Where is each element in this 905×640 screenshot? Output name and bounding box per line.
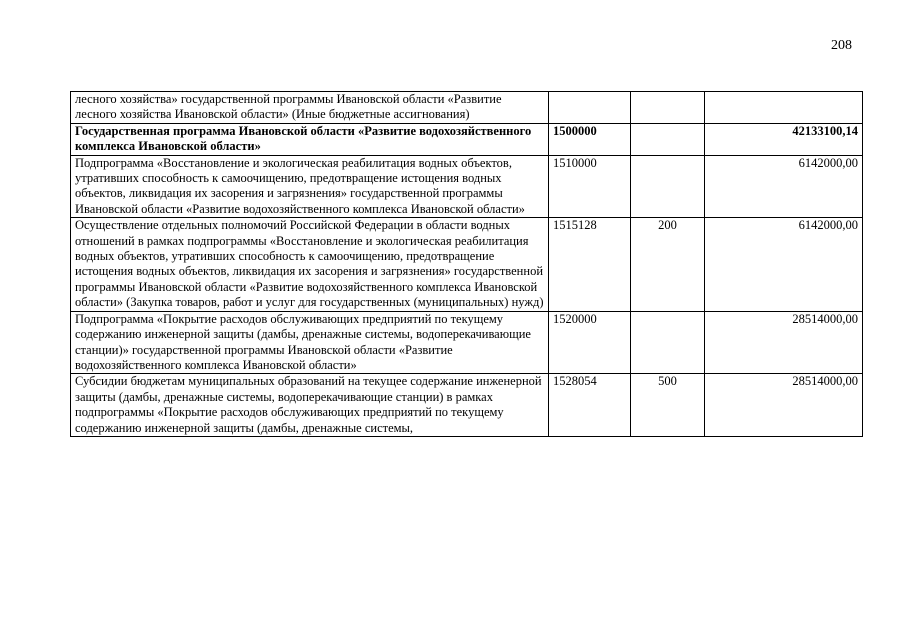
row-type-cell: 200 xyxy=(631,218,705,311)
row-code-cell: 1515128 xyxy=(549,218,631,311)
page-number: 208 xyxy=(831,38,852,53)
row-sum-cell: 6142000,00 xyxy=(705,155,863,218)
row-code-cell: 1520000 xyxy=(549,311,631,374)
row-name-cell: Осуществление отдельных полномочий Российской Федерации в области водных отношений в рамках подпрограммы «Восстановление и экологическая реабилитация водных объектов, утративших способность к самоочищению, предотвращение истощения водных объектов, ликвидация их засорения и загрязнения» государственной программы Ивановской области «Развитие водохозяйственного комплекса Ивановской области» (Закупка товаров, работ и услуг для государственных (муниципальных) нужд) xyxy=(71,218,549,311)
table-row xyxy=(71,92,863,124)
row-type-cell xyxy=(631,92,705,124)
table-row xyxy=(71,311,863,374)
row-code-cell: 1500000 xyxy=(549,123,631,155)
row-type-cell xyxy=(631,311,705,374)
row-sum-cell: 28514000,00 xyxy=(705,374,863,437)
row-name-cell: Подпрограмма «Покрытие расходов обслуживающих предприятий по текущему содержанию инженерной защиты (дамбы, дренажные системы, водоперекачивающие станции)» государственной программы Ивановской области «Развитие водохозяйственного комплекса Ивановской области» xyxy=(71,311,549,374)
table-row-program xyxy=(71,123,863,155)
budget-table xyxy=(70,91,863,437)
row-sum-cell: 6142000,00 xyxy=(705,218,863,311)
row-sum-cell: 28514000,00 xyxy=(705,311,863,374)
row-code-cell xyxy=(549,92,631,124)
table-row xyxy=(71,218,863,311)
table-row xyxy=(71,155,863,218)
row-type-cell xyxy=(631,155,705,218)
row-sum-cell xyxy=(705,92,863,124)
row-name-cell: лесного хозяйства» государственной программы Ивановской области «Развитие лесного хозяйства Ивановской области» (Иные бюджетные ассигнования) xyxy=(71,92,549,124)
row-name-cell: Государственная программа Ивановской области «Развитие водохозяйственного комплекса Ивановской области» xyxy=(71,123,549,155)
row-sum-cell: 42133100,14 xyxy=(705,123,863,155)
row-code-cell: 1528054 xyxy=(549,374,631,437)
row-name-cell: Подпрограмма «Восстановление и экологическая реабилитация водных объектов, утративших способность к самоочищению, предотвращение истощения водных объектов, ликвидация их засорения и загрязнения» государственной программы Ивановской области «Развитие водохозяйственного комплекса Ивановской области» xyxy=(71,155,549,218)
row-code-cell: 1510000 xyxy=(549,155,631,218)
row-name-cell: Субсидии бюджетам муниципальных образований на текущее содержание инженерной защиты (дамбы, дренажные системы, водоперекачивающие станции) в рамках подпрограммы «Покрытие расходов обслуживающих предприятий по текущему содержанию инженерной защиты (дамбы, дренажные системы, xyxy=(71,374,549,437)
row-type-cell: 500 xyxy=(631,374,705,437)
row-type-cell xyxy=(631,123,705,155)
table-row xyxy=(71,374,863,437)
